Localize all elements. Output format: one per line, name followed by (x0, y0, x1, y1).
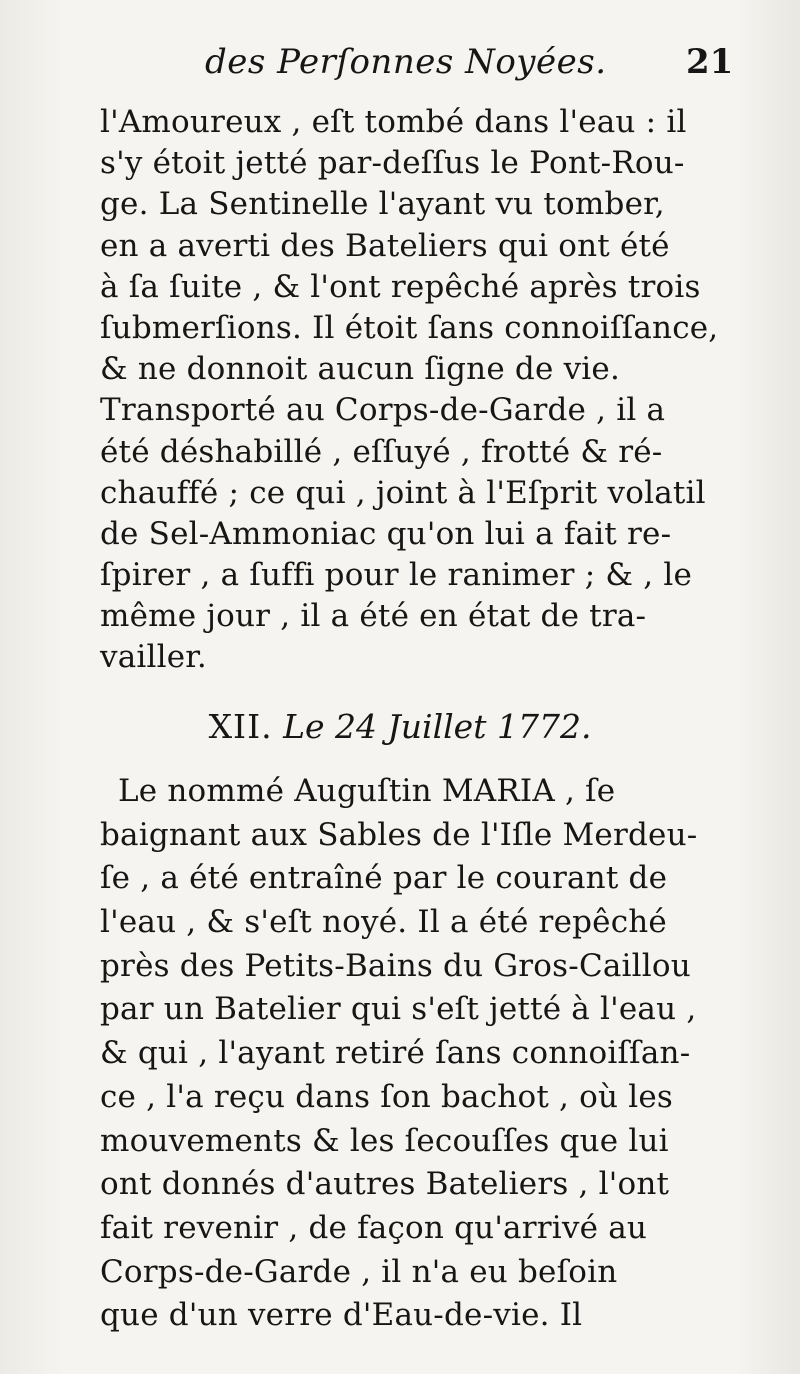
text-line: même jour , il a été en état de tra- (100, 598, 647, 635)
text-line: par un Batelier qui s'eſt jetté à l'eau , (100, 991, 697, 1028)
section-date: Le 24 Juillet 1772. (283, 707, 592, 746)
text-line: l'Amoureux , eſt tombé dans l'eau : il (100, 104, 687, 140)
text-line: ſubmerſions. Il étoit ſans connoiſſance, (100, 309, 719, 346)
text-line: à ſa ſuite , & l'ont repêché après trois (100, 268, 701, 305)
text-line: de Sel-Ammoniac qu'on lui a fait re- (100, 515, 672, 552)
paragraph-1 (100, 102, 748, 679)
section-number: XII. (208, 707, 273, 746)
text-line: Transporté au Corps-de-Garde , il a (100, 392, 666, 429)
text-line: ſe , a été entraîné par le courant de (100, 860, 668, 897)
text-line: que d'un verre d'Eau-de-vie. Il (100, 1297, 583, 1334)
text-line: & qui , l'ayant retiré ſans connoiſſan- (100, 1035, 691, 1072)
page-header (0, 40, 800, 100)
text-line: ſpirer , a ſuffi pour le ranimer ; & , le (100, 557, 693, 594)
text-line: près des Petits-Bains du Gros-Caillou (100, 947, 691, 984)
text-line: ge. La Sentinelle l'ayant vu tomber, (100, 186, 665, 223)
text-line: baignant aux Sables de l'Iſle Merdeu- (100, 816, 698, 853)
page-number: 21 (686, 42, 734, 82)
text-line: ont donnés d'autres Bateliers , l'ont (100, 1166, 670, 1203)
paragraph-2 (100, 770, 748, 1338)
text-line: & ne donnoit aucun ſigne de vie. (100, 351, 621, 388)
running-title: des Perſonnes Noyées. (205, 42, 607, 82)
text-line: vailler. (100, 639, 207, 676)
text-line: fait revenir , de façon qu'arrivé au (100, 1209, 648, 1246)
text-line: Le nommé Auguſtin MARIA , ſe (118, 773, 616, 809)
section-heading (0, 702, 800, 752)
text-line: ce , l'a reçu dans ſon bachot , où les (100, 1078, 673, 1115)
text-line: été déshabillé , eſſuyé , frotté & ré- (100, 433, 663, 470)
text-line: en a averti des Bateliers qui ont été (100, 227, 670, 264)
text-line: s'y étoit jetté par-deſſus le Pont-Rou- (100, 145, 685, 182)
text-line: chauffé ; ce qui , joint à l'Eſprit volatil (100, 474, 706, 511)
text-line: Corps-de-Garde , il n'a eu beſoin (100, 1253, 618, 1290)
text-line: l'eau , & s'eſt noyé. Il a été repêché (100, 904, 667, 941)
text-line: mouvements & les ſecouſſes que lui (100, 1122, 669, 1159)
